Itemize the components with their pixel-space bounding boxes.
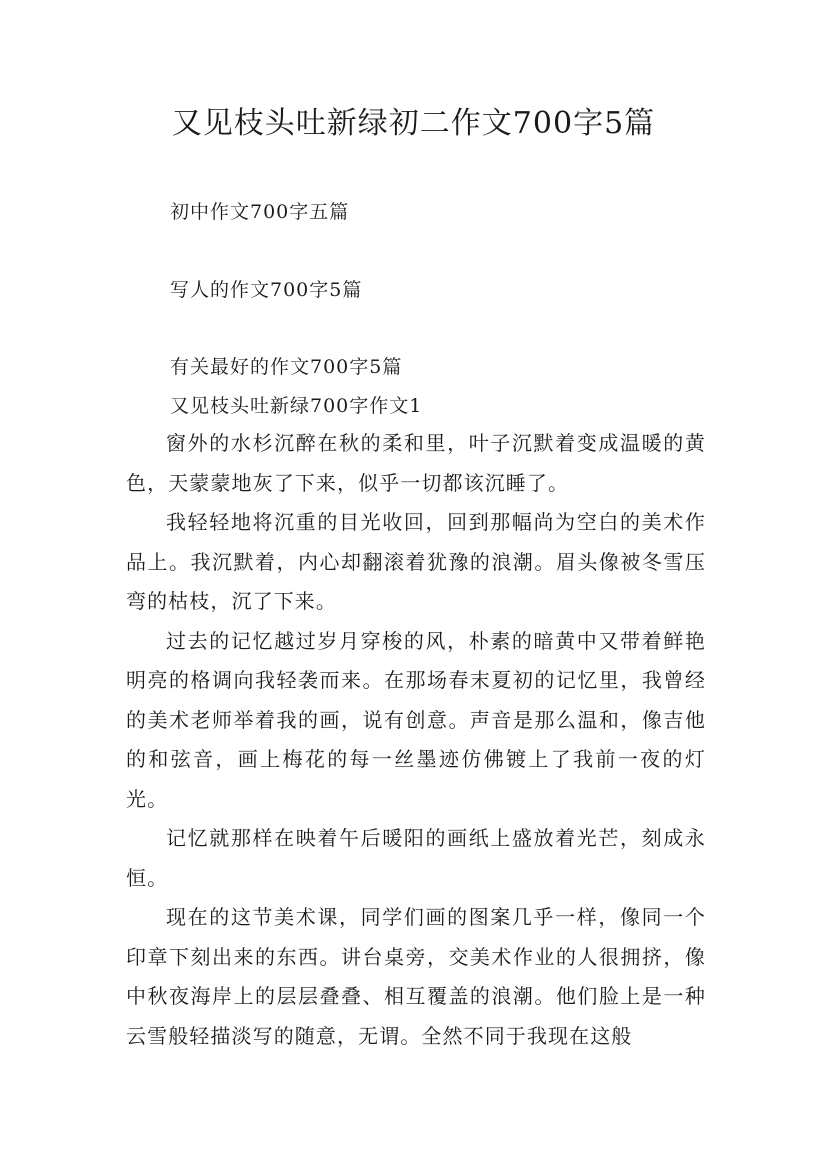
essay-body [126, 424, 706, 1056]
related-link-1[interactable]: 初中作文700字五篇 [170, 201, 350, 223]
paragraph-3: 过去的记忆越过岁月穿梭的风，朴素的暗黄中又带着鲜艳明亮的格调向我轻袭而来。在那场春末夏初的记忆里，我曾经的美术老师举着我的画，说有创意。声音是那么温和，像吉他的和弦音，画上梅花的每一丝墨迹仿佛镀上了我前一夜的灯光。 [126, 628, 706, 811]
paragraph-1: 窗外的水杉沉醉在秋的柔和里，叶子沉默着变成温暖的黄色，天蒙蒙地灰了下来，似乎一切都该沉睡了。 [126, 431, 706, 495]
document-title: 又见枝头吐新绿初二作文700字5篇 [171, 106, 656, 141]
paragraph-2: 我轻轻地将沉重的目光收回，回到那幅尚为空白的美术作品上。我沉默着，内心却翻滚着犹豫的浪潮。眉头像被冬雪压弯的枯枝，沉了下来。 [126, 510, 706, 613]
related-link-3[interactable]: 有关最好的作文700字5篇 [170, 356, 403, 378]
essay-heading: 又见枝头吐新绿700字作文1 [170, 395, 423, 417]
paragraph-5: 现在的这节美术课，同学们画的图案几乎一样，像同一个印章下刻出来的东西。讲台桌旁，交美术作业的人很拥挤，像中秋夜海岸上的层层叠叠、相互覆盖的浪潮。他们脸上是一种云雪般轻描淡写的随意，无谓。全然不同于我现在这般 [126, 905, 706, 1048]
related-link-2[interactable]: 写人的作文700字5篇 [170, 279, 363, 301]
paragraph-4: 记忆就那样在映着午后暖阳的画纸上盛放着光芒，刻成永恒。 [126, 826, 706, 890]
